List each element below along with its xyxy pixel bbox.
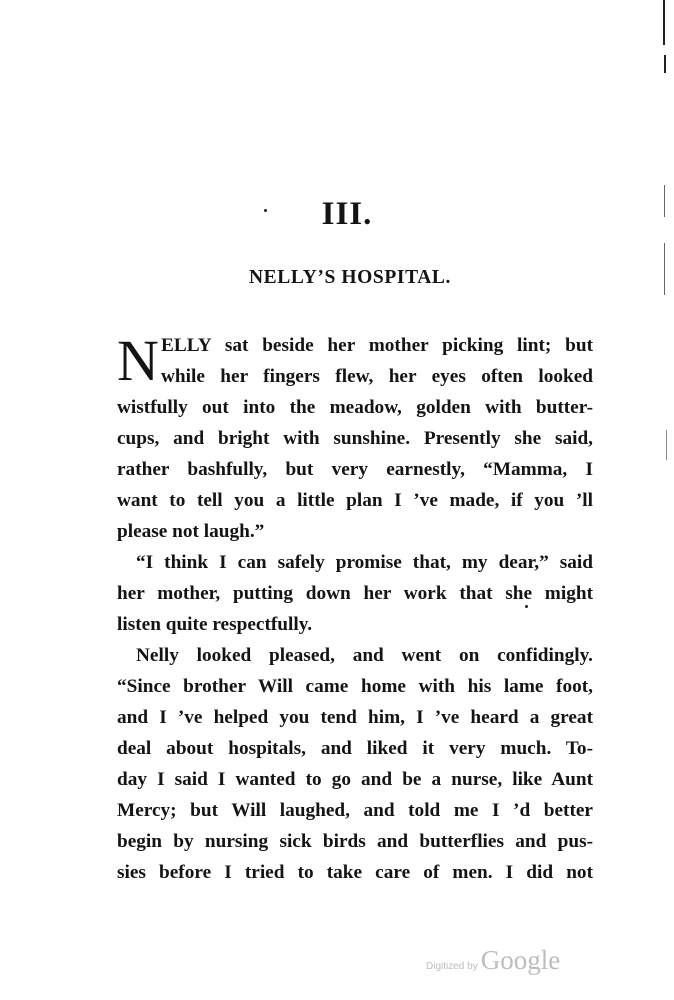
- drop-cap-letter: N: [117, 328, 159, 393]
- text-line: want to tell you a little plan I ’ve made, if you ’ll: [117, 490, 593, 511]
- chapter-number: III.: [321, 196, 373, 232]
- watermark-brand: Google: [480, 945, 561, 975]
- text-line: Nelly looked pleased, and went on confidingly.: [136, 645, 593, 666]
- text-line: day I said I wanted to go and be a nurse, like Aunt: [117, 769, 593, 790]
- text-line: begin by nursing sick birds and butterflies and pus-: [117, 831, 593, 852]
- text-line: Mercy; but Will laughed, and told me I ’d better: [117, 800, 593, 821]
- text-line: wistfully out into the meadow, golden with butter-: [117, 397, 593, 418]
- text-line: “I think I can safely promise that, my dear,” said: [136, 552, 593, 573]
- margin-scan-line: [664, 55, 666, 73]
- text-line: and I ’ve helped you tend him, I ’ve heard a great: [117, 707, 593, 728]
- text-line: rather bashfully, but very earnestly, “Mamma, I: [117, 459, 593, 480]
- text-line: cups, and bright with sunshine. Presently she said,: [117, 428, 593, 449]
- text-line: deal about hospitals, and liked it very much. To-: [117, 738, 593, 759]
- text-line: her mother, putting down her work that she might: [117, 583, 593, 604]
- text-line: “Since brother Will came home with his lame foot,: [117, 676, 593, 697]
- chapter-title: NELLY’S HOSPITAL.: [248, 267, 451, 288]
- margin-scan-line: [666, 430, 667, 460]
- text-line: listen quite respectfully.: [117, 614, 313, 635]
- digitized-watermark: [426, 945, 560, 975]
- chapter-body: [117, 330, 593, 888]
- text-line: sies before I tried to take care of men. I did not: [117, 862, 593, 883]
- text-line: ELLY sat beside her mother picking lint; but: [161, 335, 593, 356]
- watermark-prefix: Digitized by: [426, 961, 478, 972]
- text-line: while her fingers flew, her eyes often looked: [161, 366, 593, 387]
- text-line: please not laugh.”: [117, 521, 265, 542]
- margin-scan-line: [663, 0, 665, 45]
